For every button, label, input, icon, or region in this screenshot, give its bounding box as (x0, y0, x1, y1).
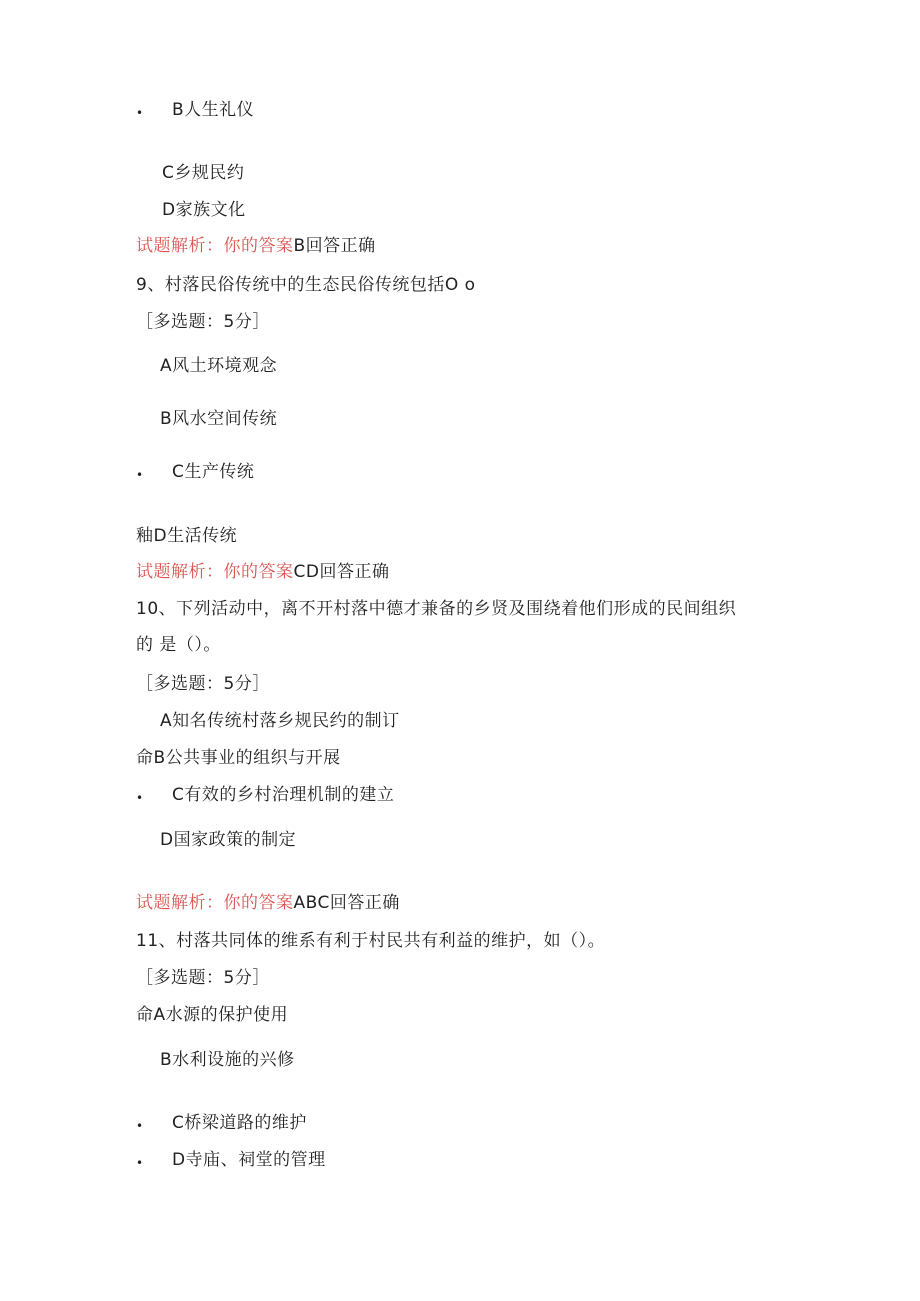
q10-option-c: C有效的乡村治理机制的建立 (172, 785, 395, 805)
q11-option-b: B水利设施的兴修 (160, 1050, 295, 1070)
q11-question: 11、村落共同体的维系有利于村民共有利益的维护，如（）。 (136, 931, 606, 951)
q11-option-d: D寺庙、祠堂的管理 (172, 1150, 326, 1170)
q10-analysis (136, 892, 400, 914)
bullet-marker: • (136, 1119, 144, 1133)
q9-option-a: A风土环境观念 (160, 356, 278, 376)
q9-option-c: C生产传统 (172, 462, 255, 482)
q8-analysis (136, 235, 376, 257)
q10-option-b: 命B公共事业的组织与开展 (136, 748, 341, 768)
analysis-label: 试题解析：你的答案 (136, 236, 294, 256)
q10-meta: ［多选题：5分］ (136, 674, 270, 694)
q9-meta: ［多选题：5分］ (136, 312, 270, 332)
q11-option-a: 命A水源的保护使用 (136, 1005, 289, 1025)
q8-option-b: B人生礼仪 (172, 100, 255, 120)
analysis-answer: CD回答正确 (293, 562, 390, 582)
q10-option-d: D国家政策的制定 (160, 830, 297, 850)
analysis-label: 试题解析：你的答案 (136, 893, 294, 913)
bullet-marker: • (136, 106, 144, 120)
q11-meta: ［多选题：5分］ (136, 968, 270, 988)
q10-question-line2: 的 是（）。 (136, 635, 221, 655)
q10-option-a: A知名传统村落乡规民约的制订 (160, 711, 400, 731)
analysis-answer: B回答正确 (293, 236, 376, 256)
bullet-marker: • (136, 468, 144, 482)
q10-question-line1: 10、下列活动中，离不开村落中德才兼备的乡贤及围绕着他们形成的民间组织 (136, 599, 737, 619)
bullet-marker: • (136, 1156, 144, 1170)
q9-option-d: 釉D生活传统 (136, 526, 238, 546)
analysis-label: 试题解析：你的答案 (136, 562, 294, 582)
q8-option-c: C乡规民约 (162, 163, 245, 183)
analysis-answer: ABC回答正确 (293, 893, 400, 913)
q9-option-b: B风水空间传统 (160, 409, 278, 429)
bullet-marker: • (136, 791, 144, 805)
q11-option-c: C桥梁道路的维护 (172, 1113, 307, 1133)
q8-option-d: D家族文化 (162, 200, 246, 220)
q9-question: 9、村落民俗传统中的生态民俗传统包括O o (136, 275, 476, 295)
q9-analysis (136, 561, 389, 583)
